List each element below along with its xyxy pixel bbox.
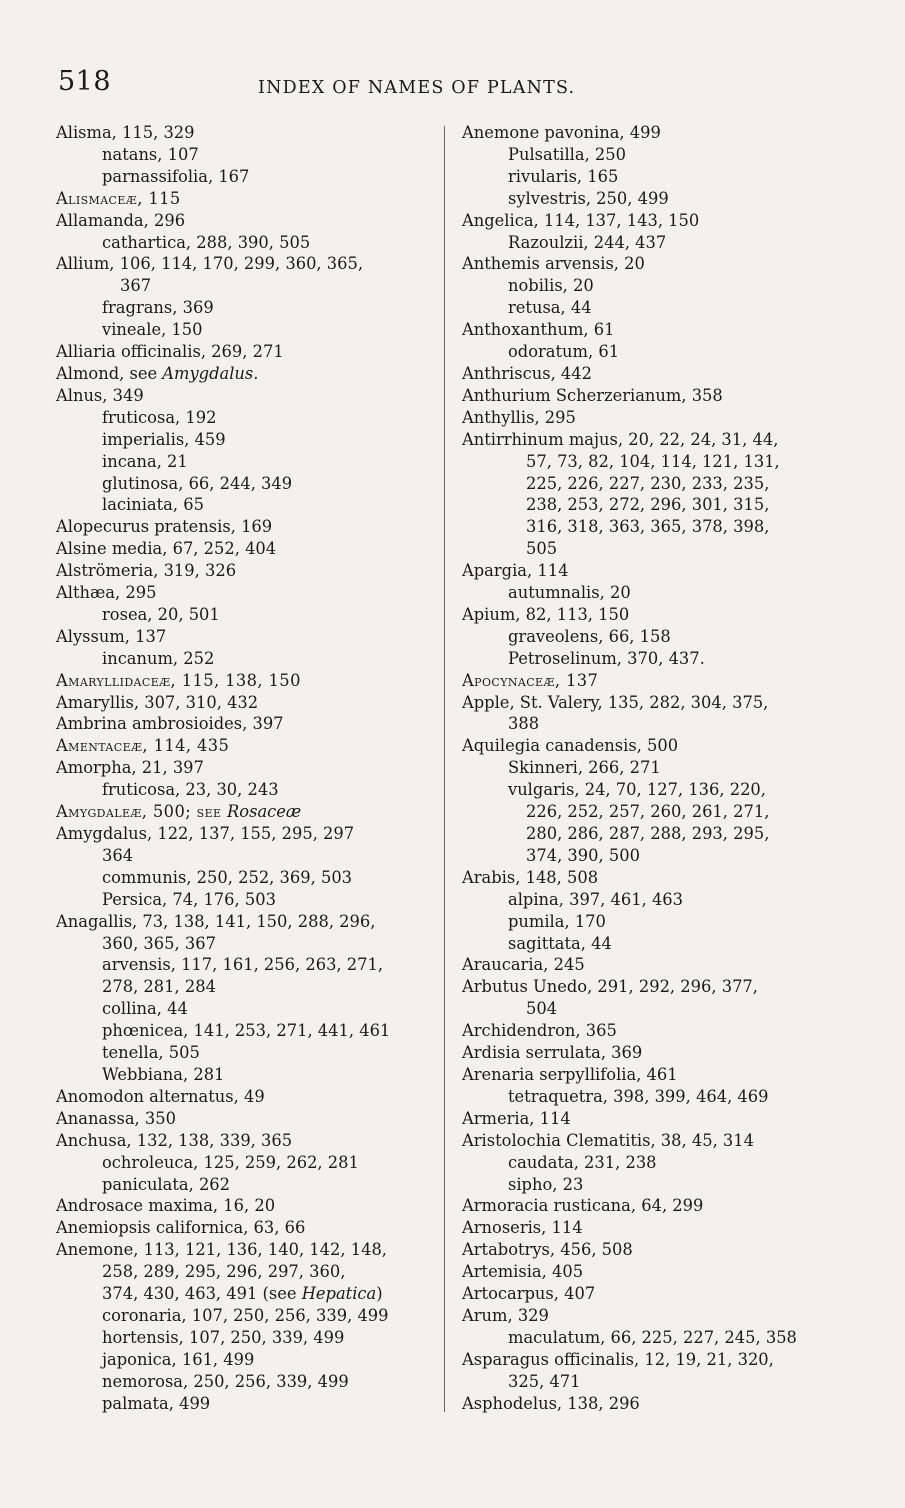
index-entry	[56, 560, 456, 582]
entry-text: 57, 73, 82, 104, 114, 121, 131,	[526, 451, 780, 471]
entry-text: 316, 318, 363, 365, 378, 398,	[526, 517, 770, 537]
entry-text: Amaryllis, 307, 310, 432	[56, 692, 259, 712]
entry-text: Alyssum, 137	[56, 626, 167, 646]
index-entry	[462, 210, 862, 232]
entry-text: Anthyllis, 295	[462, 407, 576, 427]
entry-text: Arnoseris, 114	[462, 1218, 583, 1238]
entry-text: sipho, 23	[508, 1174, 584, 1194]
entry-text: Amorpha, 21, 397	[56, 758, 204, 778]
index-entry	[56, 823, 456, 845]
entry-text: Alströmeria, 319, 326	[56, 561, 237, 581]
entry-text: palmata, 499	[102, 1393, 211, 1413]
index-entry	[462, 275, 862, 297]
index-entry	[462, 319, 862, 341]
entry-text: 505	[526, 539, 558, 559]
entry-text: coronaria, 107, 250, 256, 339, 499	[102, 1305, 389, 1325]
index-entry	[462, 407, 862, 429]
index-entry	[462, 1108, 862, 1130]
entry-text: pumila, 170	[508, 911, 606, 931]
entry-text: hortensis, 107, 250, 339, 499	[102, 1327, 345, 1347]
entry-text: vulgaris, 24, 70, 127, 136, 220,	[508, 780, 766, 800]
entry-text: Alsine media, 67, 252, 404	[56, 539, 277, 559]
entry-text: Anthurium Scherzerianum, 358	[462, 385, 723, 405]
entry-text: Anagallis, 73, 138, 141, 150, 288, 296,	[56, 911, 376, 931]
index-entry	[462, 801, 862, 823]
entry-text: Arum, 329	[462, 1305, 549, 1325]
entry-text: fruticosa, 23, 30, 243	[102, 780, 279, 800]
entry-text: Arbutus Unedo, 291, 292, 296, 377,	[462, 977, 758, 997]
entry-text: Artabotrys, 456, 508	[462, 1240, 633, 1260]
index-entry	[462, 933, 862, 955]
entry-text: Almond, see	[56, 363, 163, 383]
entry-text: 278, 281, 284	[102, 977, 216, 997]
index-entry	[56, 144, 456, 166]
index-entry	[462, 1195, 862, 1217]
index-entry	[462, 867, 862, 889]
entry-text: Armoracia rusticana, 64, 299	[462, 1196, 704, 1216]
index-entry	[56, 1174, 456, 1196]
column-divider	[444, 126, 445, 1412]
index-entry	[462, 1327, 862, 1349]
index-entry	[56, 889, 456, 911]
index-entry	[56, 582, 456, 604]
entry-text: japonica, 161, 499	[102, 1349, 255, 1369]
index-entry	[56, 779, 456, 801]
entry-text: Archidendron, 365	[462, 1021, 617, 1041]
index-entry	[56, 188, 456, 210]
entry-text: 388	[508, 714, 540, 734]
index-entry	[56, 998, 456, 1020]
index-entry	[462, 1152, 862, 1174]
entry-text: Asphodelus, 138, 296	[462, 1393, 640, 1413]
entry-text: graveolens, 66, 158	[508, 626, 671, 646]
entry-text: tetraquetra, 398, 399, 464, 469	[508, 1086, 769, 1106]
entry-text: Artocarpus, 407	[462, 1284, 596, 1304]
entry-text: vineale, 150	[102, 320, 203, 340]
entry-text: Ardisia serrulata, 369	[462, 1043, 643, 1063]
entry-text: Ambrina ambrosioides, 397	[56, 714, 284, 734]
index-entry	[56, 1064, 456, 1086]
index-entry	[56, 1305, 456, 1327]
entry-text: Amentaceæ, 114, 435	[56, 736, 230, 756]
entry-text: parnassifolia, 167	[102, 166, 250, 186]
entry-text: paniculata, 262	[102, 1174, 231, 1194]
index-entry	[56, 275, 456, 297]
index-entry	[462, 363, 862, 385]
cross-reference: Hepatica	[301, 1284, 377, 1304]
index-entry	[462, 1130, 862, 1152]
index-entry	[462, 297, 862, 319]
entry-text: Persica, 74, 176, 503	[102, 889, 276, 909]
index-entry	[462, 473, 862, 495]
entry-text: Anthoxanthum, 61	[462, 320, 615, 340]
index-entry	[56, 473, 456, 495]
index-entry	[462, 1239, 862, 1261]
index-entry	[56, 713, 456, 735]
index-entry	[462, 779, 862, 801]
entry-text: 360, 365, 367	[102, 933, 216, 953]
entry-text: Armeria, 114	[462, 1108, 571, 1128]
entry-text: 280, 286, 287, 288, 293, 295,	[526, 824, 770, 843]
index-entry	[462, 889, 862, 911]
entry-text: Araucaria, 245	[462, 955, 585, 975]
index-entry	[56, 692, 456, 714]
index-entry	[56, 1393, 456, 1415]
entry-text: phœnicea, 141, 253, 271, 441, 461	[102, 1021, 391, 1041]
entry-text: incanum, 252	[102, 648, 215, 668]
index-entry	[462, 757, 862, 779]
entry-text: natans, 107	[102, 144, 199, 164]
index-entry	[462, 1086, 862, 1108]
entry-text: 374, 390, 500	[526, 845, 640, 865]
index-entry	[56, 319, 456, 341]
index-entry	[56, 757, 456, 779]
index-entry	[56, 1261, 456, 1283]
page-header	[58, 66, 865, 102]
entry-text: Arenaria serpyllifolia, 461	[462, 1064, 678, 1084]
entry-text: Pulsatilla, 250	[508, 144, 627, 164]
index-entry	[56, 670, 456, 692]
entry-text: communis, 250, 252, 369, 503	[102, 867, 353, 887]
index-entry	[56, 297, 456, 319]
index-entry	[462, 648, 862, 670]
index-entry	[56, 1042, 456, 1064]
index-entry	[56, 976, 456, 998]
entry-text: 226, 252, 257, 260, 261, 271,	[526, 802, 770, 822]
index-entry	[462, 911, 862, 933]
entry-text: odoratum, 61	[508, 342, 620, 362]
index-entry	[56, 1130, 456, 1152]
entry-text: Androsace maxima, 16, 20	[56, 1196, 276, 1216]
entry-text: Alnus, 349	[56, 385, 144, 405]
index-entry	[462, 1371, 862, 1393]
entry-text: Amaryllidaceæ, 115, 138, 150	[56, 670, 301, 690]
index-entry	[462, 516, 862, 538]
entry-text: fruticosa, 192	[102, 407, 217, 427]
index-entry	[56, 1371, 456, 1393]
index-entry	[462, 692, 862, 714]
entry-text: Apargia, 114	[462, 561, 569, 581]
entry-text: Allamanda, 296	[56, 210, 186, 230]
index-entry	[56, 363, 456, 385]
index-entry	[56, 735, 456, 757]
entry-text: Anthemis arvensis, 20	[462, 254, 645, 274]
entry-text: nobilis, 20	[508, 276, 594, 296]
index-entry	[462, 976, 862, 998]
entry-text: rivularis, 165	[508, 166, 619, 186]
entry-text: rosea, 20, 501	[102, 604, 220, 624]
entry-text: collina, 44	[102, 999, 188, 1019]
index-entry	[462, 144, 862, 166]
entry-text: Anchusa, 132, 138, 339, 365	[56, 1130, 293, 1150]
index-entry	[462, 1305, 862, 1327]
index-entry	[462, 122, 862, 144]
index-column-left	[56, 122, 456, 1414]
entry-text: Ananassa, 350	[56, 1108, 176, 1128]
index-entry	[56, 1152, 456, 1174]
index-entry	[462, 670, 862, 692]
index-column-right	[462, 122, 862, 1414]
entry-text: 367	[120, 276, 152, 296]
entry-text: Apocynaceæ, 137	[462, 670, 599, 690]
entry-text: glutinosa, 66, 244, 349	[102, 473, 293, 493]
entry-text: autumnalis, 20	[508, 583, 631, 603]
index-entry	[462, 1349, 862, 1371]
entry-text: alpina, 397, 461, 463	[508, 889, 684, 909]
index-entry	[56, 1327, 456, 1349]
index-entry	[462, 1393, 862, 1415]
running-title: INDEX OF NAMES OF PLANTS.	[258, 78, 576, 98]
index-entry	[56, 1020, 456, 1042]
page-number: 518	[58, 66, 112, 97]
entry-text: Angelica, 114, 137, 143, 150	[462, 210, 700, 230]
index-entry	[462, 998, 862, 1020]
entry-text: sagittata, 44	[508, 933, 612, 953]
index-entry	[462, 166, 862, 188]
entry-text: 238, 253, 272, 296, 301, 315,	[526, 495, 770, 515]
entry-text: Antirrhinum majus, 20, 22, 24, 31, 44,	[462, 429, 779, 449]
index-entry	[462, 232, 862, 254]
cross-reference: Rosaceæ	[227, 802, 302, 822]
index-entry	[56, 494, 456, 516]
entry-text: Apple, St. Valery, 135, 282, 304, 375,	[462, 692, 769, 712]
index-entry	[462, 1283, 862, 1305]
entry-suffix: )	[376, 1284, 383, 1304]
cross-reference: Amygdalus.	[162, 363, 259, 383]
index-entry	[462, 626, 862, 648]
index-entry	[462, 385, 862, 407]
index-entry	[56, 451, 456, 473]
index-entry	[462, 713, 862, 735]
entry-text: Anomodon alternatus, 49	[56, 1086, 265, 1106]
index-entry	[56, 385, 456, 407]
index-entry	[56, 604, 456, 626]
index-entry	[56, 801, 456, 823]
index-entry	[462, 823, 862, 845]
index-entry	[462, 735, 862, 757]
index-entry	[462, 1174, 862, 1196]
index-entry	[462, 253, 862, 275]
index-entry	[462, 582, 862, 604]
entry-text: Aquilegia canadensis, 500	[462, 736, 679, 756]
index-entry	[56, 429, 456, 451]
entry-text: Webbiana, 281	[102, 1064, 225, 1084]
index-entry	[462, 1020, 862, 1042]
entry-text: Anemone, 113, 121, 136, 140, 142, 148,	[56, 1240, 387, 1260]
index-entry	[462, 560, 862, 582]
index-entry	[56, 1283, 456, 1305]
index-entry	[462, 1064, 862, 1086]
index-entry	[462, 1042, 862, 1064]
entry-text: cathartica, 288, 390, 505	[102, 232, 311, 252]
entry-text: 504	[526, 999, 558, 1019]
index-entry	[56, 1349, 456, 1371]
index-entry	[56, 845, 456, 867]
entry-text: Apium, 82, 113, 150	[462, 604, 630, 624]
index-entry	[56, 626, 456, 648]
entry-text: imperialis, 459	[102, 429, 226, 449]
entry-text: nemorosa, 250, 256, 339, 499	[102, 1371, 349, 1391]
entry-text: Anthriscus, 442	[462, 363, 593, 383]
entry-text: Aristolochia Clematitis, 38, 45, 314	[462, 1130, 755, 1150]
entry-text: ochroleuca, 125, 259, 262, 281	[102, 1152, 359, 1172]
entry-text: 325, 471	[508, 1371, 581, 1391]
entry-text: Amygdaleæ, 500; see	[56, 802, 228, 822]
index-entry	[56, 232, 456, 254]
entry-text: Anemiopsis californica, 63, 66	[56, 1218, 306, 1238]
entry-text: tenella, 505	[102, 1043, 200, 1063]
index-entry	[56, 867, 456, 889]
entry-text: 374, 430, 463, 491 (see	[102, 1284, 302, 1304]
entry-text: caudata, 231, 238	[508, 1152, 657, 1172]
index-entry	[56, 538, 456, 560]
index-entry	[462, 341, 862, 363]
entry-text: Amygdalus, 122, 137, 155, 295, 297	[56, 824, 355, 843]
entry-text: Razoulzii, 244, 437	[508, 232, 667, 252]
entry-text: arvensis, 117, 161, 256, 263, 271,	[102, 955, 384, 975]
index-entry	[56, 1086, 456, 1108]
index-entry	[56, 1195, 456, 1217]
entry-text: Artemisia, 405	[462, 1262, 584, 1282]
entry-text: incana, 21	[102, 451, 188, 471]
entry-text: Alismaceæ, 115	[56, 188, 181, 208]
index-entry	[462, 1217, 862, 1239]
index-entry	[56, 1108, 456, 1130]
index-entry	[462, 845, 862, 867]
index-entry	[56, 341, 456, 363]
index-entry	[462, 494, 862, 516]
entry-text: Alisma, 115, 329	[56, 123, 195, 142]
entry-text: 225, 226, 227, 230, 233, 235,	[526, 473, 770, 493]
index-entry	[56, 648, 456, 670]
entry-text: Alopecurus pratensis, 169	[56, 517, 273, 537]
index-entry	[462, 954, 862, 976]
index-entry	[56, 407, 456, 429]
index-entry	[56, 911, 456, 933]
entry-text: 258, 289, 295, 296, 297, 360,	[102, 1262, 346, 1282]
index-entry	[56, 954, 456, 976]
entry-text: Anemone pavonina, 499	[462, 123, 661, 142]
entry-text: sylvestris, 250, 499	[508, 188, 669, 208]
index-entry	[56, 1239, 456, 1261]
index-entry	[56, 210, 456, 232]
entry-text: maculatum, 66, 225, 227, 245, 358	[508, 1327, 797, 1347]
index-entry	[462, 188, 862, 210]
entry-text: Skinneri, 266, 271	[508, 758, 661, 778]
index-entry	[56, 122, 456, 144]
entry-text: Petroselinum, 370, 437.	[508, 648, 705, 668]
entry-text: laciniata, 65	[102, 495, 204, 515]
index-entry	[56, 933, 456, 955]
index-entry	[462, 604, 862, 626]
index-entry	[462, 538, 862, 560]
index-entry	[56, 253, 456, 275]
entry-text: fragrans, 369	[102, 298, 214, 318]
entry-text: retusa, 44	[508, 298, 592, 318]
index-entry	[462, 451, 862, 473]
entry-text: 364	[102, 845, 134, 865]
entry-text: Asparagus officinalis, 12, 19, 21, 320,	[462, 1349, 774, 1369]
entry-text: Allium, 106, 114, 170, 299, 360, 365,	[56, 254, 364, 274]
index-entry	[462, 429, 862, 451]
index-entry	[462, 1261, 862, 1283]
index-entry	[56, 166, 456, 188]
entry-text: Arabis, 148, 508	[462, 867, 599, 887]
index-entry	[56, 1217, 456, 1239]
entry-text: Althæa, 295	[56, 583, 157, 603]
entry-text: Alliaria officinalis, 269, 271	[56, 342, 284, 362]
index-entry	[56, 516, 456, 538]
